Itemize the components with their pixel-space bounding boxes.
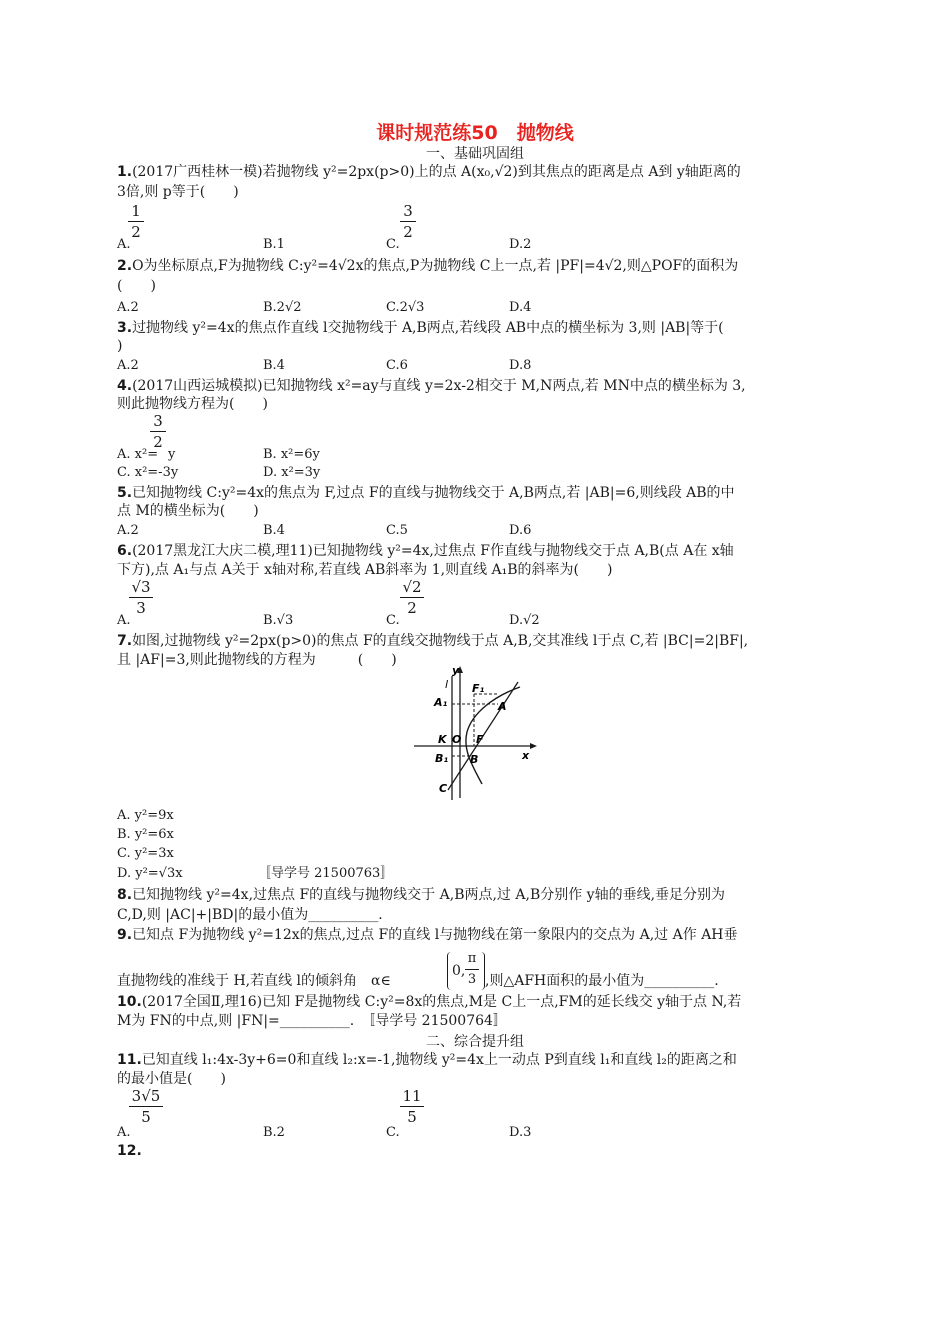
question-text: 已知点 F为抛物线 y²=12x的焦点,过点 F的直线 l与抛物线在第一象限内的交点为 A,过 A作 AH垂 [132, 927, 738, 943]
label-c: C [439, 782, 448, 795]
question-9-line-1 [117, 926, 738, 944]
question-number: 4. [117, 378, 133, 394]
question-number: 2. [117, 258, 133, 274]
option-c: C. y²=3x [117, 846, 174, 861]
label-l: l [445, 678, 449, 691]
question-text: 如图,过抛物线 y²=2px(p>0)的焦点 F的直线交抛物线于点 A,B,交其准线 l于点 C,若 |BC|=2|BF|, [132, 633, 749, 649]
fraction-11-over-5: 11 5 [400, 1087, 424, 1126]
question-9-line-2b: ,则△AFH面积的最小值为__________. [485, 973, 719, 989]
section-heading-basic: 一、基础巩固组 [426, 146, 524, 162]
option-a: A. [117, 1125, 131, 1140]
question-11-line-1 [117, 1051, 737, 1069]
question-6-line-1 [117, 542, 734, 560]
label-a1: A₁ [434, 696, 448, 709]
question-5-line-1 [117, 484, 735, 502]
question-1-line-2: 3倍,则 p等于( ) [117, 184, 239, 200]
question-text: (2017全国Ⅱ,理16)已知 F是抛物线 C:y²=8x的焦点,M是 C上一点,FM的延长线交 y轴于点 N,若 [141, 994, 742, 1010]
option-b: B.4 [263, 523, 285, 538]
fraction-three-halves: 3 2 [400, 202, 416, 241]
option-b: B. y²=6x [117, 827, 174, 842]
option-d: D. y²=√3x [117, 866, 183, 881]
option-b: B. x²=6y [263, 447, 320, 462]
question-4-line-2: 则此抛物线方程为( ) [117, 396, 268, 412]
option-a: A. y²=9x [117, 808, 174, 823]
question-11-line-2: 的最小值是( ) [117, 1071, 226, 1087]
question-number: 3. [117, 320, 133, 336]
question-number: 9. [117, 927, 133, 943]
question-9-line-2a: 直抛物线的准线于 H,若直线 l的倾斜角 α∈ [117, 973, 391, 989]
option-c: C.6 [386, 358, 408, 373]
option-b: B.4 [263, 358, 285, 373]
question-number: 12. [117, 1143, 142, 1159]
question-4-line-1 [117, 377, 746, 395]
question-text: 过抛物线 y²=4x的焦点作直线 l交抛物线于 A,B两点,若线段 AB中点的横坐标为 3,则 |AB|等于( [132, 320, 724, 336]
question-1-line-1 [117, 163, 741, 181]
question-7-line-2: 且 |AF|=3,则此抛物线的方程为 ( ) [117, 652, 397, 668]
label-a: A [498, 700, 507, 713]
label-k: K [438, 733, 447, 746]
option-b: B.2 [263, 1125, 285, 1140]
label-x: x [522, 749, 530, 762]
option-d: D.4 [509, 300, 532, 315]
page-title: 课时规范练50 抛物线 [376, 122, 574, 144]
option-c: C. [386, 613, 400, 628]
option-b: B.√3 [263, 613, 294, 628]
option-d: D.2 [509, 237, 532, 252]
option-d: D.3 [509, 1125, 532, 1140]
question-text: (2017黑龙江大庆二模,理11)已知抛物线 y²=4x,过焦点 F作直线与抛物线交于点 A,B(点 A在 x轴 [132, 543, 734, 559]
option-b: B.2√2 [263, 300, 302, 315]
fraction-sqrt2-over-2: √2 2 [400, 578, 424, 617]
question-12 [117, 1142, 142, 1160]
question-5-line-2: 点 M的横坐标为( ) [117, 503, 259, 519]
option-a: A.2 [117, 358, 139, 373]
question-number: 11. [117, 1052, 142, 1068]
option-a: A. [117, 237, 131, 252]
question-10-line-1 [117, 993, 741, 1011]
option-a: A. [117, 613, 131, 628]
question-2-line-1 [117, 257, 738, 275]
question-7-line-1 [117, 632, 748, 650]
option-d: D.6 [509, 523, 532, 538]
fraction-pi-over-3: π 3 [465, 950, 479, 989]
question-text: 已知直线 l₁:4x-3y+6=0和直线 l₂:x=-1,抛物线 y²=4x上一动点 P到直线 l₁和直线 l₂的距离之和 [141, 1052, 737, 1068]
question-number: 8. [117, 887, 133, 903]
question-8-line-1 [117, 886, 725, 904]
label-b1: B₁ [435, 752, 449, 765]
option-c: C. [386, 237, 400, 252]
option-b: B.1 [263, 237, 285, 252]
option-c: C.5 [386, 523, 408, 538]
question-text: 已知抛物线 y²=4x,过焦点 F的直线与抛物线交于 A,B两点,过 A,B分别作 y轴的垂线,垂足分别为 [132, 887, 726, 903]
question-8-line-2: C,D,则 |AC|+|BD|的最小值为__________. [117, 907, 383, 923]
question-number: 5. [117, 485, 133, 501]
question-text: 已知抛物线 C:y²=4x的焦点为 F,过点 F的直线与抛物线交于 A,B两点,若 |AB|=6,则线段 AB的中 [132, 485, 735, 501]
option-a: A. x²= [117, 447, 159, 462]
option-a-tail: y [168, 447, 176, 462]
parabola-figure [412, 662, 542, 802]
option-d: D. x²=3y [263, 465, 321, 480]
question-3-line-2: ) [117, 338, 123, 354]
question-number: 10. [117, 994, 142, 1010]
option-c: C. x²=-3y [117, 465, 179, 480]
label-f1: F₁ [472, 682, 485, 695]
question-text: (2017山西运城模拟)已知抛物线 x²=ay与直线 y=2x-2相交于 M,N两点,若 MN中点的横坐标为 3, [132, 378, 746, 394]
question-number: 7. [117, 633, 133, 649]
reference-number: 〚导学号 21500763〛 [258, 866, 394, 881]
x-axis-arrow [530, 743, 537, 749]
label-b: B [470, 753, 479, 766]
question-text: (2017广西桂林一模)若抛物线 y²=2px(p>0)上的点 A(x₀,√2)到其焦点的距离是点 A到 y轴距离的 [132, 164, 741, 180]
question-2-line-2: ( ) [117, 278, 156, 294]
question-number: 1. [117, 164, 133, 180]
interval-left: 0, [452, 963, 466, 979]
option-a: A.2 [117, 300, 139, 315]
fraction-three-halves: 3 2 [150, 412, 166, 451]
section-heading-advanced: 二、综合提升组 [426, 1034, 524, 1050]
option-c: C.2√3 [386, 300, 425, 315]
label-o: O [452, 733, 462, 746]
question-number: 6. [117, 543, 133, 559]
label-y: y [452, 664, 460, 677]
fraction-sqrt3-over-3: √3 3 [129, 578, 153, 617]
question-text: O为坐标原点,F为抛物线 C:y²=4√2x的焦点,P为抛物线 C上一点,若 |PF|=4√2,则△POF的面积为 [132, 258, 739, 274]
question-3-line-1 [117, 319, 724, 337]
label-f: F [476, 733, 484, 746]
option-a: A.2 [117, 523, 139, 538]
fraction-3sqrt5-over-5: 3√5 5 [129, 1087, 163, 1126]
question-6-line-2: 下方),点 A₁与点 A关于 x轴对称,若直线 AB斜率为 1,则直线 A₁B的斜率为( ) [117, 562, 613, 578]
option-d: D.√2 [509, 613, 540, 628]
question-10-line-2: M为 FN的中点,则 |FN|=__________. 〚导学号 21500764〛 [117, 1013, 507, 1029]
option-c: C. [386, 1125, 400, 1140]
fraction-one-half: 1 2 [128, 202, 144, 241]
option-d: D.8 [509, 358, 532, 373]
